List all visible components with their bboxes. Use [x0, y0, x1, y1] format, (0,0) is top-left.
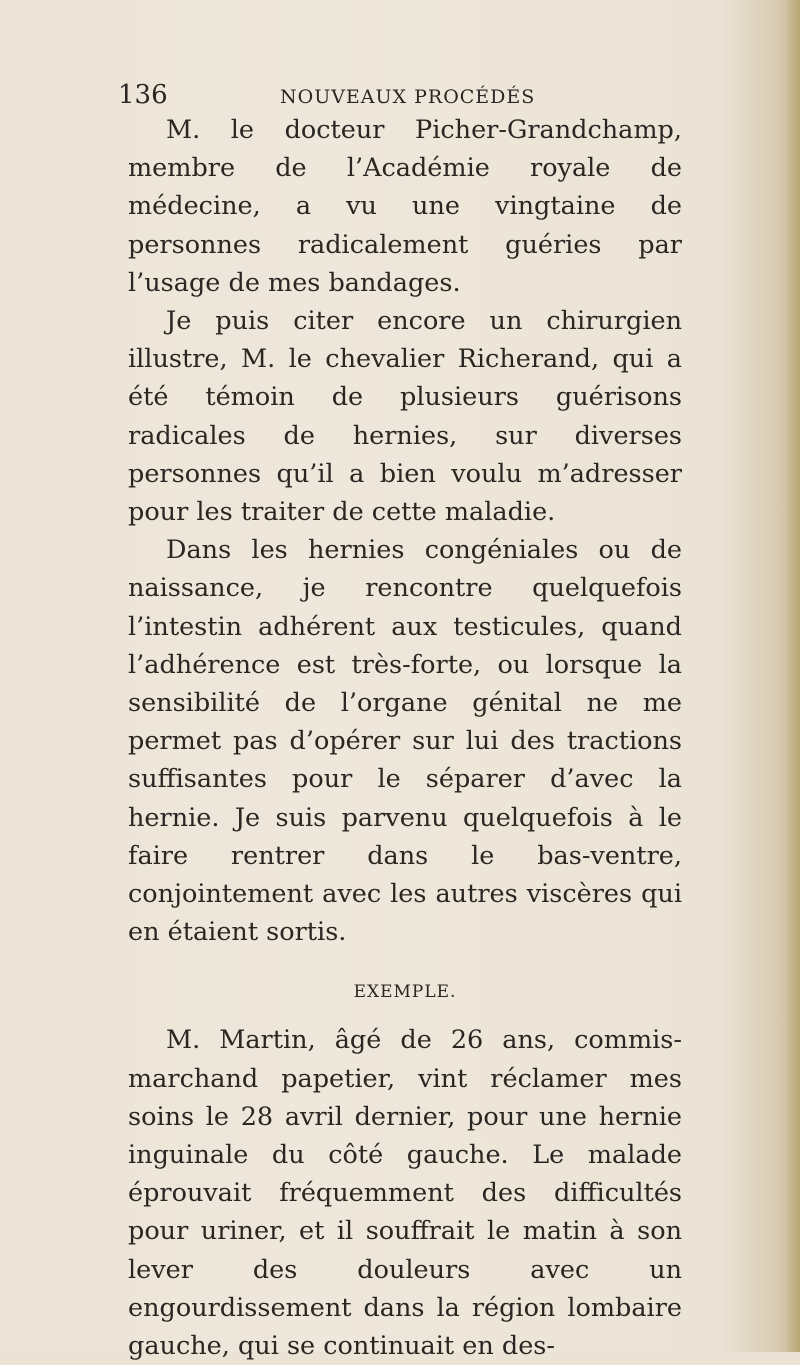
- page-edge-shadow: [786, 0, 800, 1352]
- example-paragraph: M. Martin, âgé de 26 ans, commis-marchand papetier, vint réclamer mes soins le 28 avril dernier, pour une hernie inguinale du côté gauche. Le malade éprouvait fréquemment des difficultés pour uriner, et il souffrait le matin à son lever des douleurs avec un engourdissement dans la région lombaire gauche, qui se continuait en des-: [128, 1025, 682, 1362]
- page-number: 136: [118, 80, 168, 110]
- running-title: NOUVEAUX PROCÉDÉS: [280, 86, 536, 108]
- paragraph: M. le docteur Picher-Grandchamp, membre de l’Académie royale de médecine, a vu une vingtaine de personnes radicalement guéries par l’usage de mes bandages.: [128, 115, 682, 298]
- paragraph: Je puis citer encore un chirurgien illustre, M. le chevalier Richerand, qui a été témoin de plusieurs guérisons radicales de hernies, sur diverses personnes qu’il a bien voulu m’adresser pour les traiter de cette maladie.: [128, 306, 682, 528]
- body-text: [128, 111, 682, 1365]
- paragraph: Dans les hernies congéniales ou de naissance, je rencontre quelquefois l’intestin adhérent aux testicules, quand l’adhérence est très-forte, ou lorsque la sensibilité de l’organe génital ne me permet pas d’opérer sur lui des tractions suffisantes pour le séparer d’avec la hernie. Je suis parvenu quelquefois à le faire rentrer dans le bas-ventre, conjointement avec les autres viscères qui en étaient sortis.: [128, 535, 682, 948]
- section-title: EXEMPLE.: [353, 982, 457, 1003]
